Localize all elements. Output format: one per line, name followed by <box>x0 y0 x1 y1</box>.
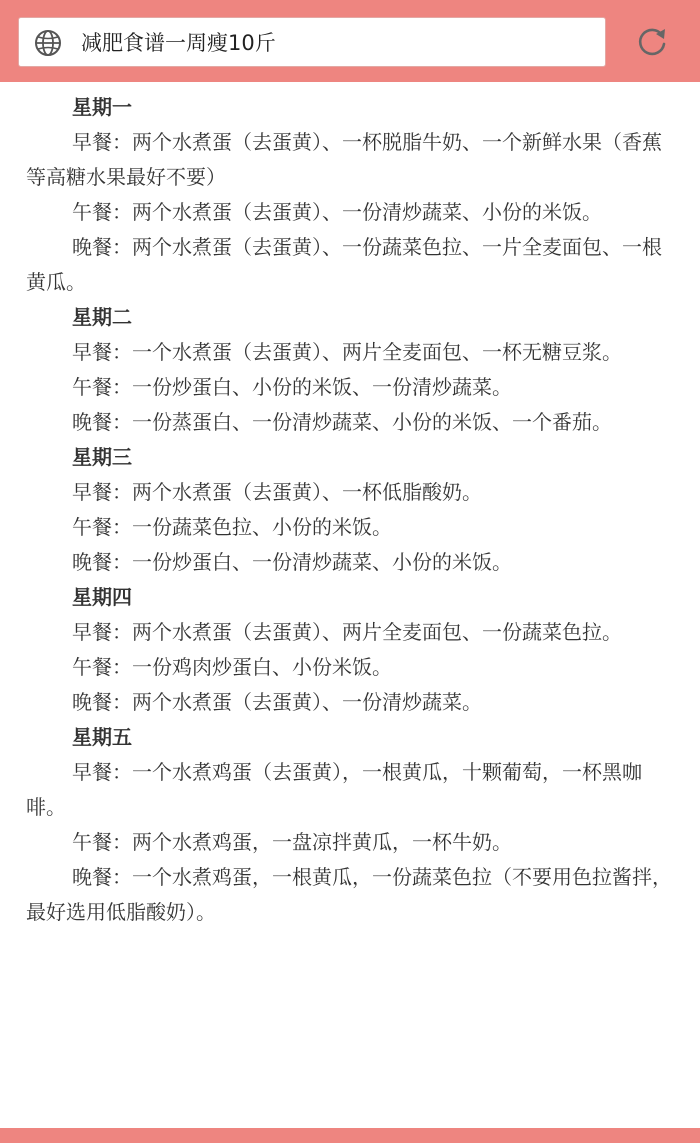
meal-dinner: 晚餐：一份炒蛋白、一份清炒蔬菜、小份的米饭。 <box>72 550 512 574</box>
browser-toolbar <box>0 0 700 82</box>
globe-icon <box>33 28 63 58</box>
address-bar[interactable] <box>18 17 606 67</box>
day-heading: 星期四 <box>72 585 132 609</box>
day-heading: 星期二 <box>72 305 132 329</box>
meal-lunch: 午餐：一份蔬菜色拉、小份的米饭。 <box>72 515 392 539</box>
url-text[interactable]: 减肥食谱一周瘦10斤 <box>81 31 276 55</box>
reload-icon[interactable] <box>634 24 670 60</box>
day-heading: 星期三 <box>72 445 132 469</box>
meal-dinner: 晚餐：一份蒸蛋白、一份清炒蔬菜、小份的米饭、一个番茄。 <box>72 410 612 434</box>
meal-dinner: 晚餐：两个水煮蛋（去蛋黄）、一份蔬菜色拉、一片全麦面包、一根黄瓜。 <box>26 235 662 294</box>
meal-breakfast: 早餐：两个水煮蛋（去蛋黄）、一杯低脂酸奶。 <box>72 480 482 504</box>
day-heading: 星期一 <box>72 95 132 119</box>
meal-breakfast: 早餐：两个水煮蛋（去蛋黄）、两片全麦面包、一份蔬菜色拉。 <box>72 620 622 644</box>
article-content <box>26 90 672 930</box>
meal-lunch: 午餐：一份炒蛋白、小份的米饭、一份清炒蔬菜。 <box>72 375 512 399</box>
meal-dinner: 晚餐：两个水煮蛋（去蛋黄）、一份清炒蔬菜。 <box>72 690 482 714</box>
bottom-toolbar <box>0 1128 700 1143</box>
meal-breakfast: 早餐：一个水煮蛋（去蛋黄）、两片全麦面包、一杯无糖豆浆。 <box>72 340 622 364</box>
day-heading: 星期五 <box>72 725 132 749</box>
meal-breakfast: 早餐：一个水煮鸡蛋（去蛋黄），一根黄瓜，十颗葡萄，一杯黑咖啡。 <box>26 760 642 819</box>
meal-lunch: 午餐：一份鸡肉炒蛋白、小份米饭。 <box>72 655 392 679</box>
meal-breakfast: 早餐：两个水煮蛋（去蛋黄）、一杯脱脂牛奶、一个新鲜水果（香蕉等高糖水果最好不要） <box>26 130 662 189</box>
meal-lunch: 午餐：两个水煮蛋（去蛋黄）、一份清炒蔬菜、小份的米饭。 <box>72 200 602 224</box>
meal-dinner: 晚餐：一个水煮鸡蛋，一根黄瓜，一份蔬菜色拉（不要用色拉酱拌，最好选用低脂酸奶）。 <box>26 865 672 924</box>
meal-lunch: 午餐：两个水煮鸡蛋，一盘凉拌黄瓜，一杯牛奶。 <box>72 830 512 854</box>
